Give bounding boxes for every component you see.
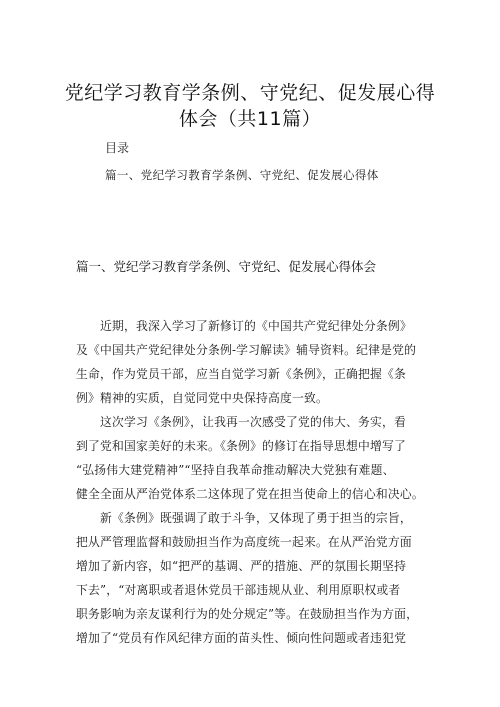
body-line: 健全全面从严治党体系二这体现了党在担当使命上的信心和决心。: [76, 487, 424, 501]
body-line: 把从严管理监督和鼓励担当作为高度统一起来。在从严治党方面: [76, 535, 412, 549]
body-line: 增加了“党员有作风纪律方面的苗头性、倾向性问题或者违犯党: [76, 631, 407, 645]
body-line: 到了党和国家美好的未来。《条例》的修订在指导思想中增写了: [76, 439, 407, 453]
body-line: 下去”，“对离职或者退休党员干部违规从业、利用原职权或者: [76, 583, 401, 597]
body-line: 这次学习《条例》，让我再一次感受了党的伟大、务实，看: [76, 415, 407, 429]
body-line: 增加了新内容，如“把严的基调、严的措施、严的氛围长期坚持: [76, 559, 407, 573]
body-line: 近期，我深入学习了新修订的《中国共产党纪律处分条例》: [76, 319, 412, 333]
section-heading: 篇一、党纪学习教育学条例、守党纪、促发展心得体会: [76, 259, 377, 274]
body-line: 生命，作为党员干部，应当自觉学习新《条例》，正确把握《条: [76, 367, 407, 381]
body-line: 职务影响为亲友谋利行为的处分规定”等。在鼓励担当作为方面，: [76, 607, 419, 621]
document-title-line1: 党纪学习教育学条例、守党纪、促发展心得: [64, 82, 436, 104]
toc-item[interactable]: 篇一、党纪学习教育学条例、守党纪、促发展心得体: [105, 168, 379, 182]
document-title-line2: 体会（共11篇）: [178, 108, 322, 130]
body-line: 新《条例》既强调了敢于斗争，又体现了勇于担当的宗旨，: [76, 511, 412, 525]
body-line: “弘扬伟大建党精神”“坚持自我革命推动解决大党独有难题、: [76, 463, 395, 477]
body-line: 及《中国共产党纪律处分条例-学习解读》辅导资料。纪律是党的: [76, 343, 417, 357]
toc-heading: 目录: [105, 141, 130, 155]
body-line: 例》精神的实质，自觉同党中央保持高度一致。: [76, 391, 328, 405]
